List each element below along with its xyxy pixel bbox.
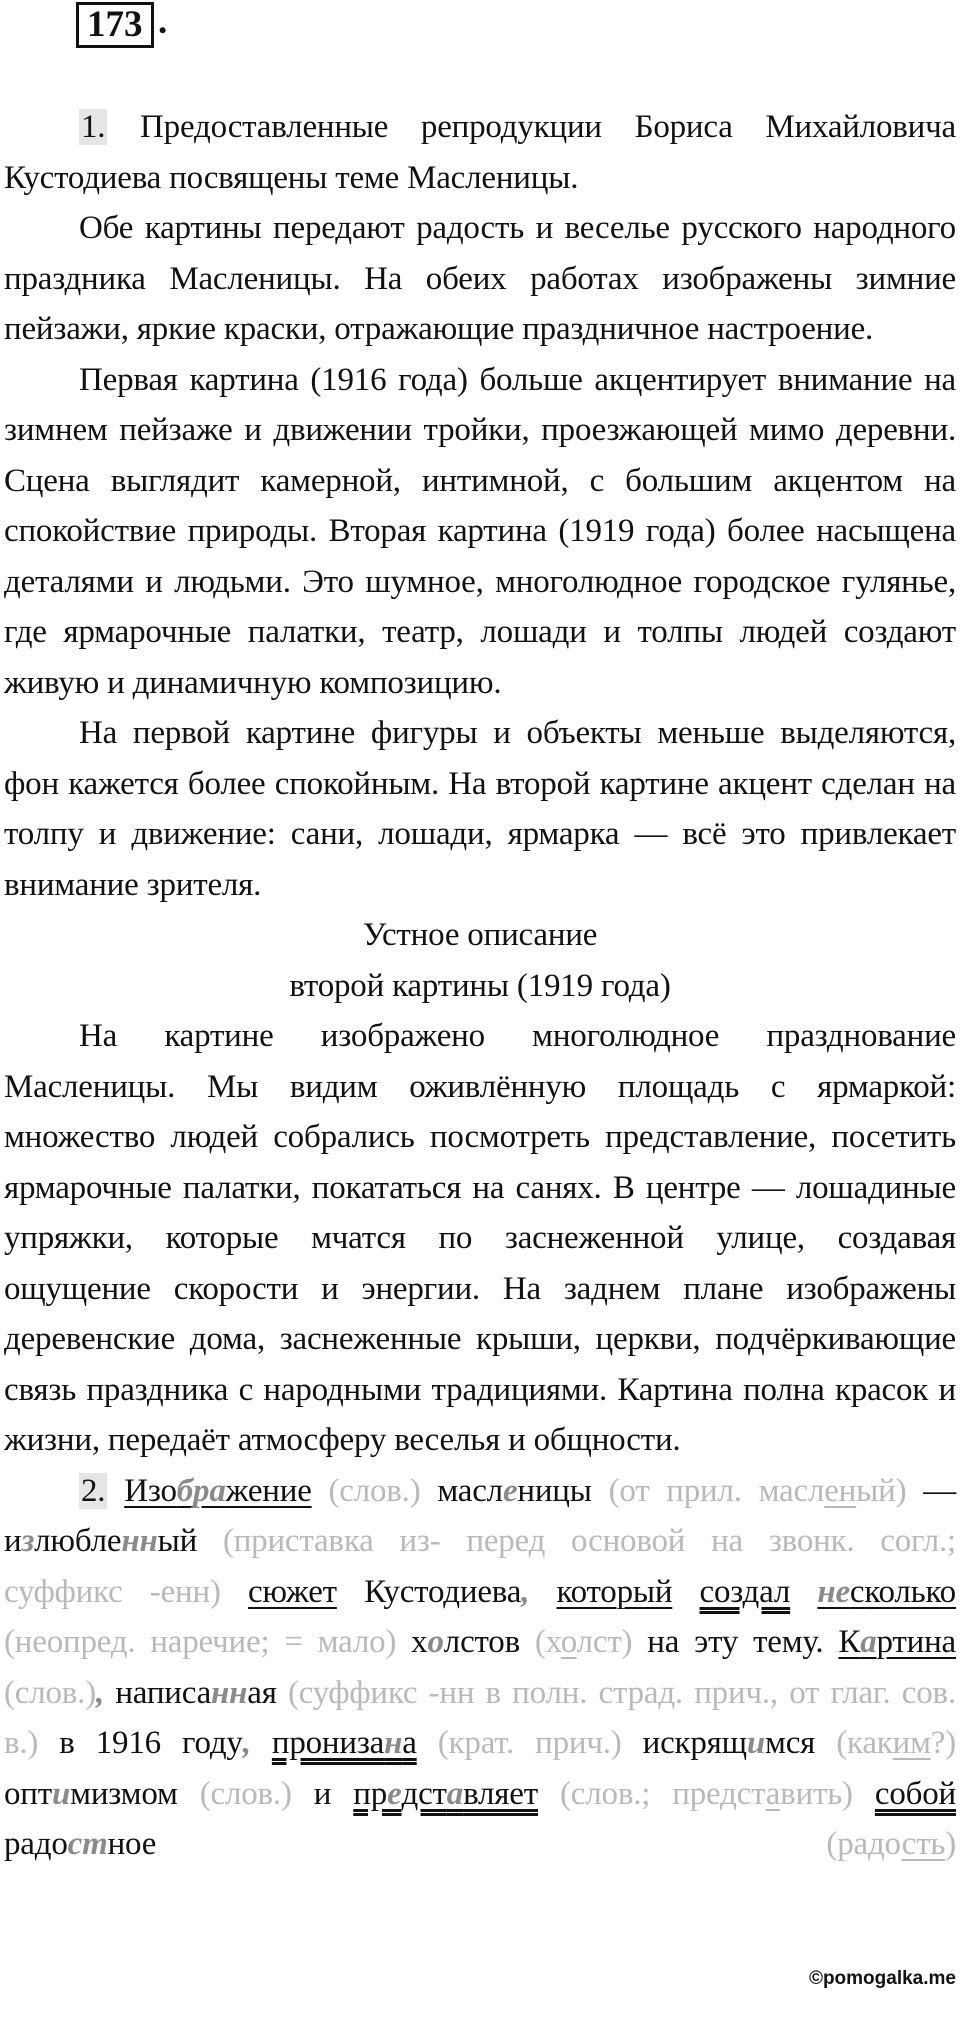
paragraph-1-text: Предоставленные репродукции Бориса Михайловича Кустодиева посвящены теме Масленицы. xyxy=(4,109,956,196)
note: (каким?) xyxy=(836,1725,957,1761)
word-soboi: собой xyxy=(874,1775,956,1812)
note: (приставка из- перед основой на звонк. согл.; суффикс -енн) xyxy=(4,1523,956,1610)
word-kotoryi: который xyxy=(556,1573,673,1610)
part-2-analysis: 2. Изображение (слов.) масленицы (от прил. масленый) — излюбленный (приставка из- перед основой на звонк. согл.; суффикс -енн) сюжет Кустодиева, который создал несколько (неопред. наречие; = мало) холстов (холст) на эту тему. Картина (слов.), написанная (суффикс -нн в полн. страд. прич., от глаг. сов. в.) в 1916 году, пронизана (крат. прич.) искрящимся (каким?) оптимизмом (слов.) и представляет (слов.; представить) собой радостное (радость) xyxy=(4,1472,957,1862)
word-sozdal: создал xyxy=(699,1573,791,1610)
note: (слов.) xyxy=(328,1472,421,1509)
item-number-2: 2. xyxy=(81,1472,106,1509)
answer-text xyxy=(4,102,956,1870)
note: (слов.) xyxy=(199,1775,292,1812)
task-number: 173 xyxy=(87,4,143,45)
word-izobrazhenie: Изображение xyxy=(124,1472,312,1509)
paragraph-2: Обе картины передают радость и веселье русского народного праздника Масленицы. На обеих работах изображены зимние пейзажи, яркие краски, отражающие праздничное настроение. xyxy=(4,210,956,347)
paragraph-4: На первой картине фигуры и объекты меньше выделяются, фон кажется более спокойным. На второй картине акцент сделан на толпу и движение: сани, лошади, ярмарка — всё это привлекает внимание зрителя. xyxy=(4,715,956,903)
word-predstavlyaet: представляет xyxy=(353,1775,538,1812)
note: (радость) xyxy=(826,1826,956,1862)
word-neskolko: несколько xyxy=(817,1573,956,1610)
task-number-dot: . xyxy=(158,1,168,42)
note: (крат. прич.) xyxy=(437,1725,622,1761)
word-syuzhet: сюжет xyxy=(247,1573,337,1610)
note: (неопред. наречие; = мало) xyxy=(4,1624,397,1660)
task-number-box xyxy=(76,2,154,48)
note: (холст) xyxy=(534,1624,633,1660)
paragraph-5: На картине изображено многолюдное празднование Масленицы. Мы видим оживлённую площадь с ярмаркой: множество людей собрались посмотреть представление, посетить ярмарочные палатки, покататься на санях. В центре — лошадиные упряжки, которые мчатся по заснеженной улице, создавая ощущение скорости и энергии. На заднем плане изображены деревенские дома, заснеженные крыши, церкви, подчёркивающие связь праздника с народными традициями. Картина полна красок и жизни, передаёт атмосферу веселья и общности. xyxy=(4,1018,956,1458)
note: (слов.; представить) xyxy=(560,1775,853,1812)
heading-line-2: второй картины (1919 года) xyxy=(289,967,671,1004)
paragraph-3: Первая картина (1916 года) больше акцентирует внимание на зимнем пейзаже и движении тройки, проезжающей мимо деревни. Сцена выглядит камерной, интимной, с большим акцентом на спокойствие природы. Вторая картина (1919 года) более насыщена деталями и людьми. Это шумное, многолюдное городское гулянье, где ярмарочные палатки, театр, лошади и толпы людей создают живую и динамичную композицию. xyxy=(4,361,956,701)
word-pronizana: пронизана xyxy=(271,1725,417,1761)
heading-line-1: Устное описание xyxy=(362,917,598,953)
item-number-1: 1. xyxy=(81,109,106,145)
paragraph-1 xyxy=(4,102,956,203)
note: (от прил. масленый) xyxy=(608,1472,907,1509)
note: (слов.) xyxy=(4,1674,97,1711)
note: (суффикс -нн в полн. страд. прич., от глаг. сов. в.) xyxy=(4,1674,956,1761)
watermark: ©pomogalka.me xyxy=(808,1968,956,1989)
word-kartina: Картина xyxy=(838,1624,956,1660)
